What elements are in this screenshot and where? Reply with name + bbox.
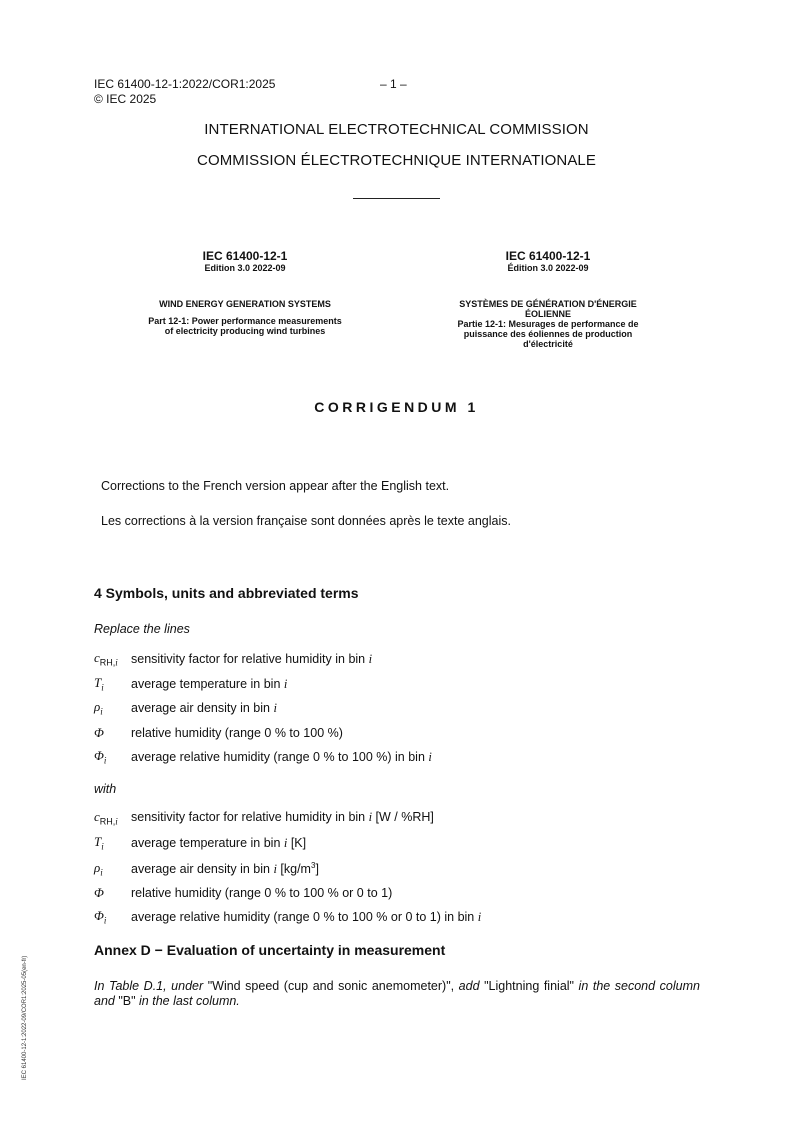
symbol-phi: Φ xyxy=(94,885,104,900)
divider xyxy=(353,198,440,199)
series-title-line: ÉOLIENNE xyxy=(524,309,571,319)
symbol-definition: relative humidity (range 0 % to 100 % or 0 to 1) xyxy=(131,886,393,900)
corrigendum-title: CORRIGENDUM 1 xyxy=(314,399,479,415)
publication-info-fr xyxy=(403,249,693,349)
section-heading: 4 Symbols, units and abbreviated terms xyxy=(94,585,359,601)
symbol-definition: average temperature in bin i [K] xyxy=(131,836,307,850)
side-document-label: IEC 61400-12-1:2022-09/COR1:2025-05(en-fr) xyxy=(22,955,28,1080)
symbol-phi-i: $\Phi_i$ xyxy=(94,908,107,926)
symbol-definition: sensitivity factor for relative humidity in bin i [W / %RH] xyxy=(131,810,434,824)
symbol-phi-i: $\Phi_i$ xyxy=(94,748,107,766)
symbol-c-rh-i: $c_{RH,i}$ xyxy=(94,809,118,827)
document-reference: IEC 61400-12-1:2022/COR1:2025 xyxy=(94,77,276,91)
symbol-definition: sensitivity factor for relative humidity in bin i xyxy=(131,652,373,666)
intro-fr: Les corrections à la version française sont données après le texte anglais. xyxy=(101,514,511,528)
symbol-definition: average air density in bin i xyxy=(131,701,277,715)
publication-info-en xyxy=(100,249,390,336)
copyright: © IEC 2025 xyxy=(94,92,157,106)
symbol-rho-i: $\rho_i$ xyxy=(94,860,103,878)
page-number: – 1 – xyxy=(380,77,407,91)
symbol-definition: average relative humidity (range 0 % to 100 %) in bin i xyxy=(131,750,432,764)
symbol-definition: average temperature in bin i xyxy=(131,677,288,691)
series-title: WIND ENERGY GENERATION SYSTEMS xyxy=(159,299,331,309)
annex-heading: Annex D − Evaluation of uncertainty in measurement xyxy=(94,942,446,958)
symbol-definition: relative humidity (range 0 % to 100 %) xyxy=(131,726,343,740)
edition: Édition 3.0 2022-09 xyxy=(507,263,589,273)
symbol-rho-i: $\rho_i$ xyxy=(94,699,103,717)
part-title-line: puissance des éoliennes de production xyxy=(463,329,633,339)
intro-en: Corrections to the French version appear after the English text. xyxy=(101,479,450,493)
symbol-t-i: $T_i$ xyxy=(94,834,104,852)
part-title-line: d'électricité xyxy=(523,339,573,349)
edition: Edition 3.0 2022-09 xyxy=(204,263,286,273)
part-title-line: Part 12-1: Power performance measurements xyxy=(148,316,342,326)
with-instruction: with xyxy=(94,782,117,796)
org-name-en: INTERNATIONAL ELECTROTECHNICAL COMMISSION xyxy=(204,121,589,138)
standard-number: IEC 61400-12-1 xyxy=(505,249,591,263)
standard-number: IEC 61400-12-1 xyxy=(202,249,288,263)
symbol-t-i: $T_i$ xyxy=(94,675,104,693)
part-title-line: Partie 12-1: Mesurages de performance de xyxy=(457,319,639,329)
symbol-definition: average air density in bin i $[kg/m^3]$ xyxy=(131,861,319,877)
replace-instruction: Replace the lines xyxy=(94,622,190,636)
annex-instruction: In Table D.1, under "Wind speed (cup and sonic anemometer)", add "Lightning finial" in the second column and "B" in the last column. xyxy=(94,979,700,1008)
org-name-fr: COMMISSION ÉLECTROTECHNIQUE INTERNATIONALE xyxy=(197,152,596,169)
symbol-phi: Φ xyxy=(94,725,104,740)
series-title-line: SYSTÈMES DE GÉNÉRATION D'ÉNERGIE xyxy=(459,299,637,309)
symbol-c-rh-i: $c_{RH,i}$ xyxy=(94,650,118,668)
part-title-line: of electricity producing wind turbines xyxy=(164,326,326,336)
symbol-definition: average relative humidity (range 0 % to 100 % or 0 to 1) in bin i xyxy=(131,910,482,924)
